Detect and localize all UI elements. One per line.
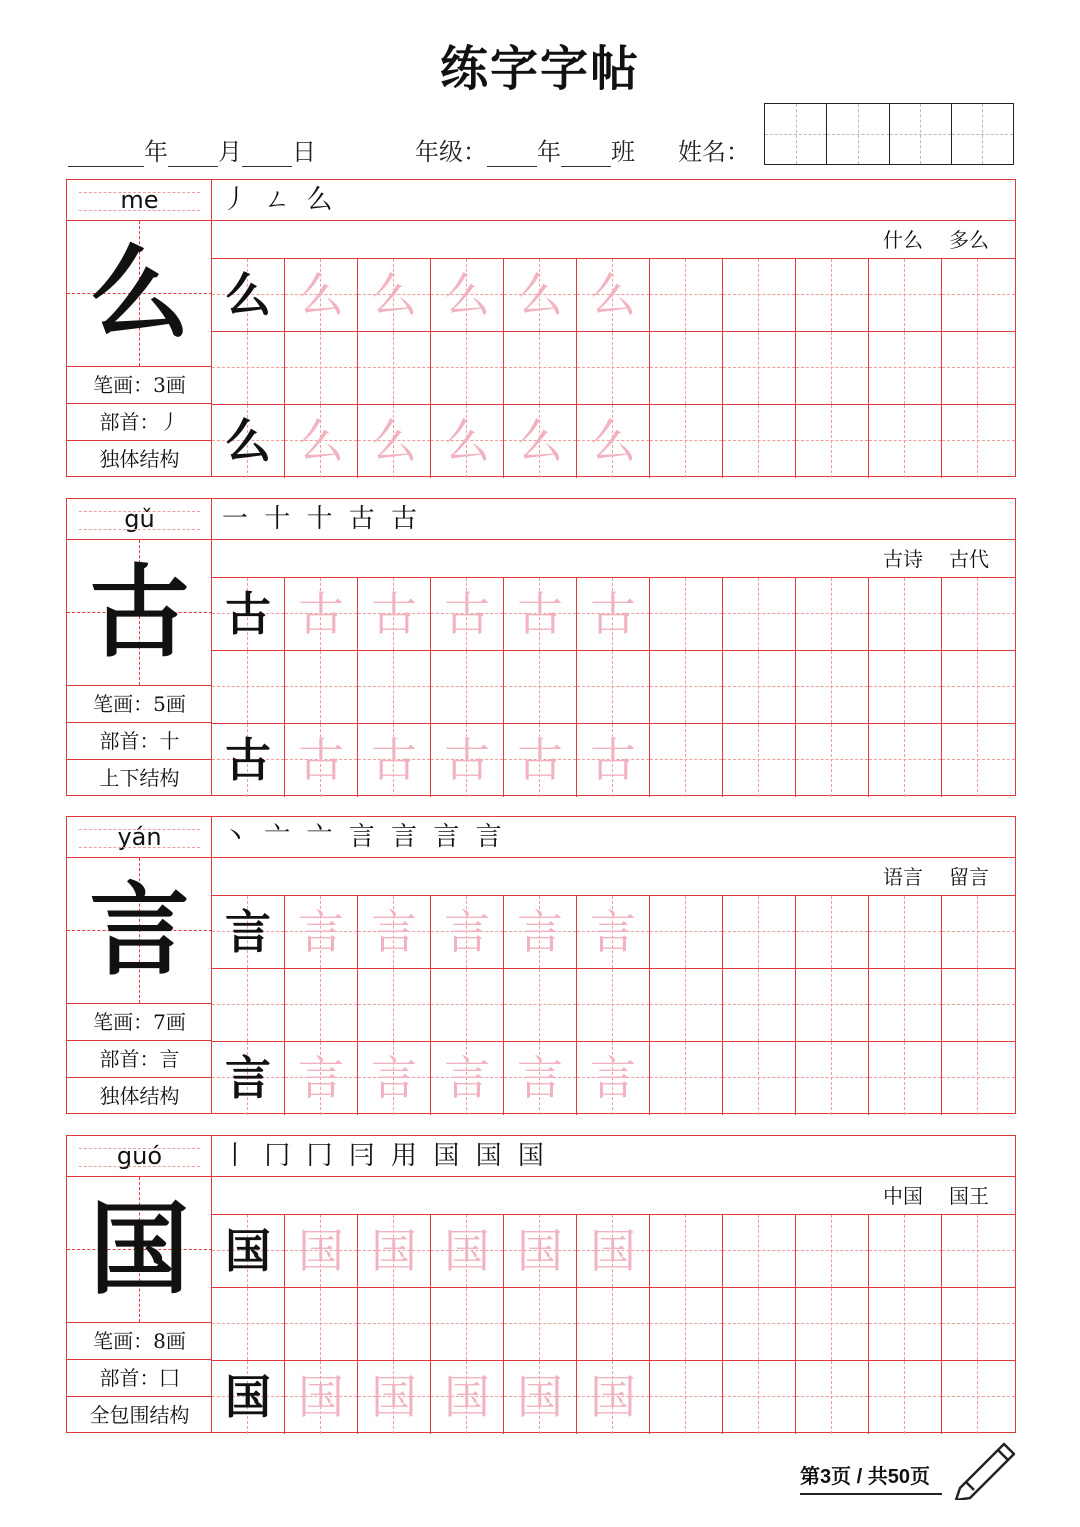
- grid-cell[interactable]: [358, 332, 431, 405]
- grid-cell[interactable]: [285, 1042, 358, 1115]
- trace-char: 么: [444, 268, 490, 322]
- grid-row: [212, 896, 1015, 969]
- grid-cell[interactable]: [358, 1042, 431, 1115]
- trace-char: 国: [590, 1370, 636, 1424]
- trace-char: 言: [444, 1051, 490, 1105]
- grid-cell[interactable]: [796, 1215, 869, 1288]
- grid-row: [212, 1215, 1015, 1288]
- character-section: [66, 816, 1016, 1114]
- grid-cell[interactable]: [650, 1215, 723, 1288]
- grid-cell[interactable]: [869, 259, 942, 332]
- grid-cell[interactable]: [358, 405, 431, 478]
- grid-cell[interactable]: [285, 896, 358, 969]
- radical: 部首：言: [67, 1041, 212, 1078]
- trace-char: 国: [517, 1224, 563, 1278]
- sample-char: 么: [225, 414, 271, 468]
- grid-cell[interactable]: [431, 724, 504, 797]
- example-word: 什么: [883, 228, 923, 252]
- trace-char: 么: [298, 268, 344, 322]
- grid-cell[interactable]: [796, 578, 869, 651]
- stroke-count: 笔画：7画: [67, 1004, 212, 1041]
- example-word: 古诗: [883, 547, 923, 571]
- stroke-order: 丶 亠 亠 言 言 言 言: [212, 817, 1015, 858]
- trace-char: 国: [371, 1370, 417, 1424]
- practice-panel: [212, 1136, 1015, 1432]
- grid-cell[interactable]: [285, 332, 358, 405]
- grid-cell[interactable]: [431, 1042, 504, 1115]
- trace-char: 古: [444, 587, 490, 641]
- trace-char: 古: [590, 587, 636, 641]
- grid-cell[interactable]: [504, 651, 577, 724]
- grid-cell[interactable]: [577, 969, 650, 1042]
- grid-cell[interactable]: [942, 1288, 1015, 1361]
- grid-cell[interactable]: [504, 578, 577, 651]
- grid-row: [212, 1361, 1015, 1434]
- char-info-panel: [67, 817, 212, 1113]
- example-words: [212, 540, 1015, 578]
- grid-cell[interactable]: [942, 259, 1015, 332]
- name-box[interactable]: [764, 103, 1014, 165]
- grid-cell[interactable]: [212, 332, 285, 405]
- grid-cell[interactable]: [212, 724, 285, 797]
- grid-cell[interactable]: [723, 724, 796, 797]
- name-cell[interactable]: [827, 104, 889, 164]
- example-word: 国王: [949, 1184, 989, 1208]
- grid-cell[interactable]: [650, 578, 723, 651]
- model-char-box: [67, 1177, 212, 1323]
- trace-char: 国: [444, 1370, 490, 1424]
- trace-char: 古: [298, 587, 344, 641]
- practice-panel: [212, 180, 1015, 476]
- grid-cell[interactable]: [723, 405, 796, 478]
- sample-char: 言: [225, 905, 271, 959]
- grid-cell[interactable]: [285, 578, 358, 651]
- practice-panel: [212, 499, 1015, 795]
- grid-cell[interactable]: [942, 405, 1015, 478]
- day-label: 日: [292, 138, 316, 166]
- grid-cell[interactable]: [942, 1042, 1015, 1115]
- grid-cell[interactable]: [942, 1361, 1015, 1434]
- grid-cell[interactable]: [285, 724, 358, 797]
- stroke-count: 笔画：8画: [67, 1323, 212, 1360]
- grid-cell[interactable]: [650, 1361, 723, 1434]
- grid-cell[interactable]: [577, 1288, 650, 1361]
- trace-char: 古: [517, 733, 563, 787]
- class-blank[interactable]: [561, 140, 611, 167]
- grid-cell[interactable]: [358, 259, 431, 332]
- structure: 独体结构: [99, 1084, 180, 1108]
- grid-row: [212, 332, 1015, 405]
- radical: 部首：囗: [67, 1360, 212, 1397]
- trace-char: 言: [371, 905, 417, 959]
- stroke-order: 一 十 十 古 古: [212, 499, 1015, 540]
- page-indicator: 第3页 / 共50页: [800, 1460, 942, 1495]
- trace-char: 么: [517, 268, 563, 322]
- pinyin-label: gǔ: [67, 499, 212, 540]
- radical: 部首：十: [67, 723, 212, 760]
- grid-cell[interactable]: [358, 724, 431, 797]
- grid-cell[interactable]: [869, 332, 942, 405]
- grade-blank[interactable]: [487, 140, 537, 167]
- radical: 部首：丿: [67, 404, 212, 441]
- name-cell[interactable]: [890, 104, 952, 164]
- grid-cell[interactable]: [796, 1042, 869, 1115]
- trace-char: 言: [517, 905, 563, 959]
- model-char: 古: [89, 554, 190, 671]
- grid-cell[interactable]: [285, 1361, 358, 1434]
- grid-cell[interactable]: [796, 969, 869, 1042]
- grid-cell[interactable]: [431, 1215, 504, 1288]
- grid-cell[interactable]: [212, 896, 285, 969]
- month-label: 月: [218, 138, 242, 166]
- grid-cell[interactable]: [285, 651, 358, 724]
- grid-cell[interactable]: [504, 1215, 577, 1288]
- model-char-box: [67, 858, 212, 1004]
- grid-cell[interactable]: [212, 1361, 285, 1434]
- grid-cell[interactable]: [285, 405, 358, 478]
- character-section: [66, 179, 1016, 477]
- grid-cell[interactable]: [869, 405, 942, 478]
- pinyin-label: guó: [67, 1136, 212, 1177]
- grid-cell[interactable]: [942, 651, 1015, 724]
- trace-char: 么: [590, 414, 636, 468]
- model-char-box: [67, 221, 212, 367]
- trace-char: 古: [517, 587, 563, 641]
- stroke-count: 笔画：3画: [67, 367, 212, 404]
- trace-char: 言: [444, 905, 490, 959]
- trace-char: 古: [298, 733, 344, 787]
- date-line: [68, 132, 316, 167]
- grid-cell[interactable]: [431, 896, 504, 969]
- pinyin-label: yán: [67, 817, 212, 858]
- trace-char: 古: [371, 733, 417, 787]
- grid-cell[interactable]: [796, 259, 869, 332]
- grid-row: [212, 405, 1015, 478]
- grid-cell[interactable]: [650, 1042, 723, 1115]
- grid-cell[interactable]: [285, 969, 358, 1042]
- grid-cell[interactable]: [212, 1288, 285, 1361]
- month-blank[interactable]: [168, 140, 218, 167]
- trace-char: 言: [590, 905, 636, 959]
- grid-cell[interactable]: [942, 724, 1015, 797]
- grid-cell[interactable]: [577, 405, 650, 478]
- stroke-order: 丨 冂 冂 冃 用 国 国 国: [212, 1136, 1015, 1177]
- grid-cell[interactable]: [942, 332, 1015, 405]
- model-char: 国: [89, 1191, 190, 1308]
- grid-cell[interactable]: [577, 1361, 650, 1434]
- grid-cell[interactable]: [650, 969, 723, 1042]
- trace-char: 么: [517, 414, 563, 468]
- grid-cell[interactable]: [869, 1361, 942, 1434]
- grid-cell[interactable]: [431, 651, 504, 724]
- grid-cell[interactable]: [723, 651, 796, 724]
- day-blank[interactable]: [242, 140, 292, 167]
- grid-cell[interactable]: [577, 1215, 650, 1288]
- name-cell[interactable]: [765, 104, 827, 164]
- grid-cell[interactable]: [723, 332, 796, 405]
- grid-cell[interactable]: [212, 1042, 285, 1115]
- trace-char: 国: [298, 1370, 344, 1424]
- char-info-panel: [67, 499, 212, 795]
- example-words: [212, 858, 1015, 896]
- practice-panel: [212, 817, 1015, 1113]
- grid-cell[interactable]: [723, 578, 796, 651]
- grid-cell[interactable]: [577, 896, 650, 969]
- grid-cell[interactable]: [212, 651, 285, 724]
- model-char: 言: [89, 872, 190, 989]
- trace-char: 么: [590, 268, 636, 322]
- trace-char: 古: [590, 733, 636, 787]
- example-word: 多么: [949, 228, 989, 252]
- structure: 独体结构: [99, 447, 180, 471]
- sample-char: 么: [225, 268, 271, 322]
- character-section: [66, 498, 1016, 796]
- sample-char: 古: [225, 733, 271, 787]
- year-label: 年: [144, 138, 168, 166]
- trace-char: 国: [517, 1370, 563, 1424]
- trace-char: 国: [444, 1224, 490, 1278]
- grid-cell[interactable]: [942, 578, 1015, 651]
- trace-char: 么: [444, 414, 490, 468]
- grid-row: [212, 1288, 1015, 1361]
- grid-row: [212, 969, 1015, 1042]
- grid-cell[interactable]: [942, 896, 1015, 969]
- trace-char: 言: [590, 1051, 636, 1105]
- grid-cell[interactable]: [504, 1042, 577, 1115]
- pen-icon: [948, 1440, 1018, 1500]
- grid-cell[interactable]: [650, 896, 723, 969]
- grid-row: [212, 259, 1015, 332]
- grid-cell[interactable]: [869, 1288, 942, 1361]
- grid-cell[interactable]: [796, 896, 869, 969]
- grid-cell[interactable]: [358, 651, 431, 724]
- grid-cell[interactable]: [650, 651, 723, 724]
- sample-char: 古: [225, 587, 271, 641]
- grid-cell[interactable]: [577, 578, 650, 651]
- trace-char: 么: [298, 414, 344, 468]
- grid-cell[interactable]: [504, 896, 577, 969]
- grid-cell[interactable]: [796, 724, 869, 797]
- grid-cell[interactable]: [431, 405, 504, 478]
- grid-cell[interactable]: [358, 578, 431, 651]
- grid-cell[interactable]: [650, 332, 723, 405]
- sample-char: 言: [225, 1051, 271, 1105]
- grid-cell[interactable]: [577, 259, 650, 332]
- name-cell[interactable]: [952, 104, 1013, 164]
- grid-cell[interactable]: [431, 578, 504, 651]
- grid-cell[interactable]: [723, 1361, 796, 1434]
- trace-char: 国: [298, 1224, 344, 1278]
- example-word: 古代: [949, 547, 989, 571]
- grid-cell[interactable]: [504, 724, 577, 797]
- grid-cell[interactable]: [723, 1288, 796, 1361]
- grid-cell[interactable]: [650, 1288, 723, 1361]
- grid-cell[interactable]: [358, 1215, 431, 1288]
- grid-cell[interactable]: [504, 969, 577, 1042]
- grid-cell[interactable]: [942, 969, 1015, 1042]
- page-title: 练字字帖: [439, 41, 640, 97]
- trace-char: 国: [590, 1224, 636, 1278]
- structure: 全包围结构: [89, 1403, 190, 1427]
- grid-cell[interactable]: [723, 1042, 796, 1115]
- grid-cell[interactable]: [796, 1361, 869, 1434]
- trace-char: 古: [444, 733, 490, 787]
- grid-row: [212, 651, 1015, 724]
- char-info-panel: [67, 1136, 212, 1432]
- grid-cell[interactable]: [650, 259, 723, 332]
- grid-cell[interactable]: [285, 259, 358, 332]
- grid-cell[interactable]: [796, 405, 869, 478]
- grid-cell[interactable]: [358, 896, 431, 969]
- grid-cell[interactable]: [504, 259, 577, 332]
- grade-label: 年级：: [415, 138, 487, 166]
- grid-cell[interactable]: [431, 969, 504, 1042]
- grid-cell[interactable]: [723, 896, 796, 969]
- grid-cell[interactable]: [504, 1288, 577, 1361]
- trace-char: 么: [371, 268, 417, 322]
- grid-cell[interactable]: [869, 1215, 942, 1288]
- grid-cell[interactable]: [869, 969, 942, 1042]
- grid-cell[interactable]: [504, 332, 577, 405]
- stroke-order: 丿 ㄥ 么: [212, 180, 1015, 221]
- grid-cell[interactable]: [577, 724, 650, 797]
- grid-cell[interactable]: [650, 405, 723, 478]
- grid-cell[interactable]: [577, 1042, 650, 1115]
- grid-cell[interactable]: [212, 405, 285, 478]
- example-words: [212, 1177, 1015, 1215]
- grid-cell[interactable]: [723, 259, 796, 332]
- grid-cell[interactable]: [431, 1361, 504, 1434]
- grid-cell[interactable]: [796, 651, 869, 724]
- grid-row: [212, 1042, 1015, 1115]
- grid-cell[interactable]: [577, 651, 650, 724]
- example-word: 留言: [949, 865, 989, 889]
- name-label: 姓名：: [678, 138, 750, 166]
- trace-char: 么: [371, 414, 417, 468]
- grid-cell[interactable]: [796, 1288, 869, 1361]
- model-char-box: [67, 540, 212, 686]
- pinyin-label: me: [67, 180, 212, 221]
- trace-char: 言: [371, 1051, 417, 1105]
- model-char: 么: [89, 235, 190, 352]
- grid-cell[interactable]: [212, 1215, 285, 1288]
- grid-cell[interactable]: [577, 332, 650, 405]
- char-info-panel: [67, 180, 212, 476]
- trace-char: 古: [371, 587, 417, 641]
- grid-cell[interactable]: [650, 724, 723, 797]
- example-word: 中国: [883, 1184, 923, 1208]
- grid-row: [212, 724, 1015, 797]
- grid-cell[interactable]: [285, 1215, 358, 1288]
- trace-char: 言: [298, 1051, 344, 1105]
- character-section: [66, 1135, 1016, 1433]
- grid-cell[interactable]: [431, 259, 504, 332]
- grade-year-label: 年: [537, 138, 561, 166]
- grid-cell[interactable]: [504, 1361, 577, 1434]
- grid-cell[interactable]: [358, 1288, 431, 1361]
- grid-cell[interactable]: [431, 1288, 504, 1361]
- grid-cell[interactable]: [212, 259, 285, 332]
- grid-cell[interactable]: [942, 1215, 1015, 1288]
- grid-cell[interactable]: [358, 1361, 431, 1434]
- grid-cell[interactable]: [358, 969, 431, 1042]
- year-blank[interactable]: [68, 140, 144, 167]
- grid-cell[interactable]: [431, 332, 504, 405]
- grid-cell[interactable]: [869, 724, 942, 797]
- grid-cell[interactable]: [869, 651, 942, 724]
- grid-cell[interactable]: [796, 332, 869, 405]
- trace-char: 言: [517, 1051, 563, 1105]
- grid-cell[interactable]: [723, 969, 796, 1042]
- grid-cell[interactable]: [285, 1288, 358, 1361]
- example-words: [212, 221, 1015, 259]
- sample-char: 国: [225, 1370, 271, 1424]
- class-label: 班: [611, 138, 635, 166]
- trace-char: 国: [371, 1224, 417, 1278]
- grade-line: [415, 132, 635, 167]
- grid-cell[interactable]: [869, 896, 942, 969]
- grid-cell[interactable]: [869, 1042, 942, 1115]
- grid-cell[interactable]: [212, 578, 285, 651]
- grid-cell[interactable]: [504, 405, 577, 478]
- grid-row: [212, 578, 1015, 651]
- grid-cell[interactable]: [869, 578, 942, 651]
- grid-cell[interactable]: [723, 1215, 796, 1288]
- stroke-count: 笔画：5画: [67, 686, 212, 723]
- example-word: 语言: [883, 865, 923, 889]
- grid-cell[interactable]: [212, 969, 285, 1042]
- sample-char: 国: [225, 1224, 271, 1278]
- structure: 上下结构: [99, 766, 180, 790]
- trace-char: 言: [298, 905, 344, 959]
